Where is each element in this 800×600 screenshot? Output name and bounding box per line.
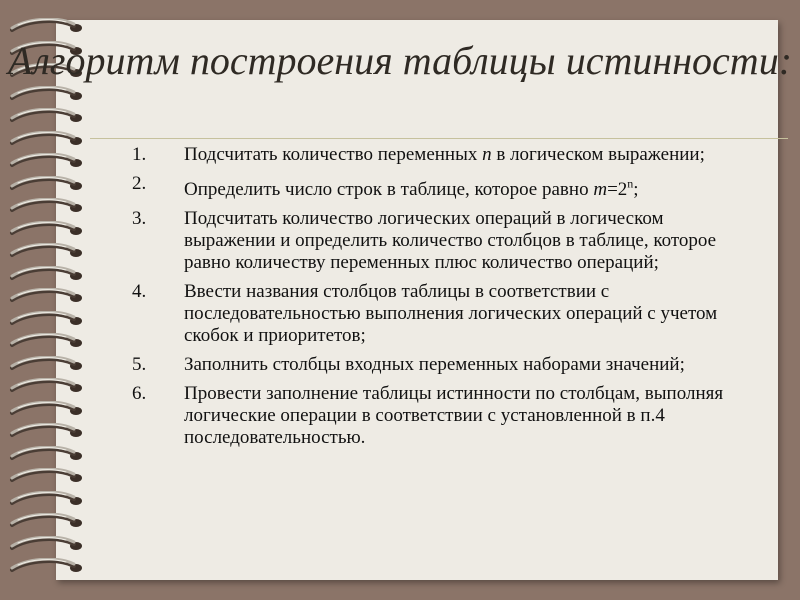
spiral-binding-ring-icon <box>8 356 98 374</box>
slide-title: Алгоритм построения таблицы истинности: <box>7 38 793 83</box>
spiral-binding <box>0 18 110 598</box>
spiral-binding-ring-icon <box>8 198 98 216</box>
list-item <box>118 354 758 376</box>
step-number: 2. <box>132 173 147 194</box>
list-item <box>118 208 758 274</box>
list-item <box>118 383 758 449</box>
step-text: Подсчитать количество логических операций в логическом выражении и определить количество столбцов в таблице, которое равно количеству переменных плюс количество операций; <box>184 208 717 274</box>
spiral-binding-ring-icon <box>8 18 98 36</box>
spiral-binding-ring-icon <box>8 176 98 194</box>
spiral-binding-ring-icon <box>8 333 98 351</box>
spiral-binding-ring-icon <box>8 401 98 419</box>
spiral-binding-ring-icon <box>8 491 98 509</box>
step-number: 3. <box>132 208 147 230</box>
spiral-binding-ring-icon <box>8 266 98 284</box>
spiral-binding-ring-icon <box>8 468 98 486</box>
step-text: Ввести названия столбцов таблицы в соответствии с последовательностью выполнения логических операций с учетом скобок и приоритетов; <box>184 281 718 347</box>
spiral-binding-ring-icon <box>8 536 98 554</box>
spiral-binding-ring-icon <box>8 378 98 396</box>
step-number: 6. <box>132 383 147 405</box>
step-number: 1. <box>132 144 147 165</box>
spiral-binding-ring-icon <box>8 288 98 306</box>
algorithm-steps <box>118 144 758 456</box>
spiral-binding-ring-icon <box>8 558 98 576</box>
spiral-binding-ring-icon <box>8 513 98 531</box>
spiral-binding-ring-icon <box>8 108 98 126</box>
step-number: 4. <box>132 281 147 303</box>
spiral-binding-ring-icon <box>8 311 98 329</box>
spiral-binding-ring-icon <box>8 423 98 441</box>
spiral-binding-ring-icon <box>8 131 98 149</box>
list-item <box>118 173 758 201</box>
spiral-binding-ring-icon <box>8 243 98 261</box>
list-item <box>118 144 758 166</box>
step-text: Подсчитать количество переменных n в логическом выражении; <box>184 144 705 165</box>
spiral-binding-ring-icon <box>8 153 98 171</box>
spiral-binding-ring-icon <box>8 86 98 104</box>
list-item <box>118 281 758 347</box>
step-text: Заполнить столбцы входных переменных наборами значений; <box>184 354 685 376</box>
spiral-binding-ring-icon <box>8 221 98 239</box>
step-text: Провести заполнение таблицы истинности по столбцам, выполняя логические операции в соответствии с установленной в п.4 последовательностью. <box>184 383 724 449</box>
title-divider <box>90 138 788 139</box>
step-text: Определить число строк в таблице, которое равно $m=2^n$; <box>184 177 639 201</box>
spiral-binding-ring-icon <box>8 446 98 464</box>
step-number: 5. <box>132 354 147 376</box>
